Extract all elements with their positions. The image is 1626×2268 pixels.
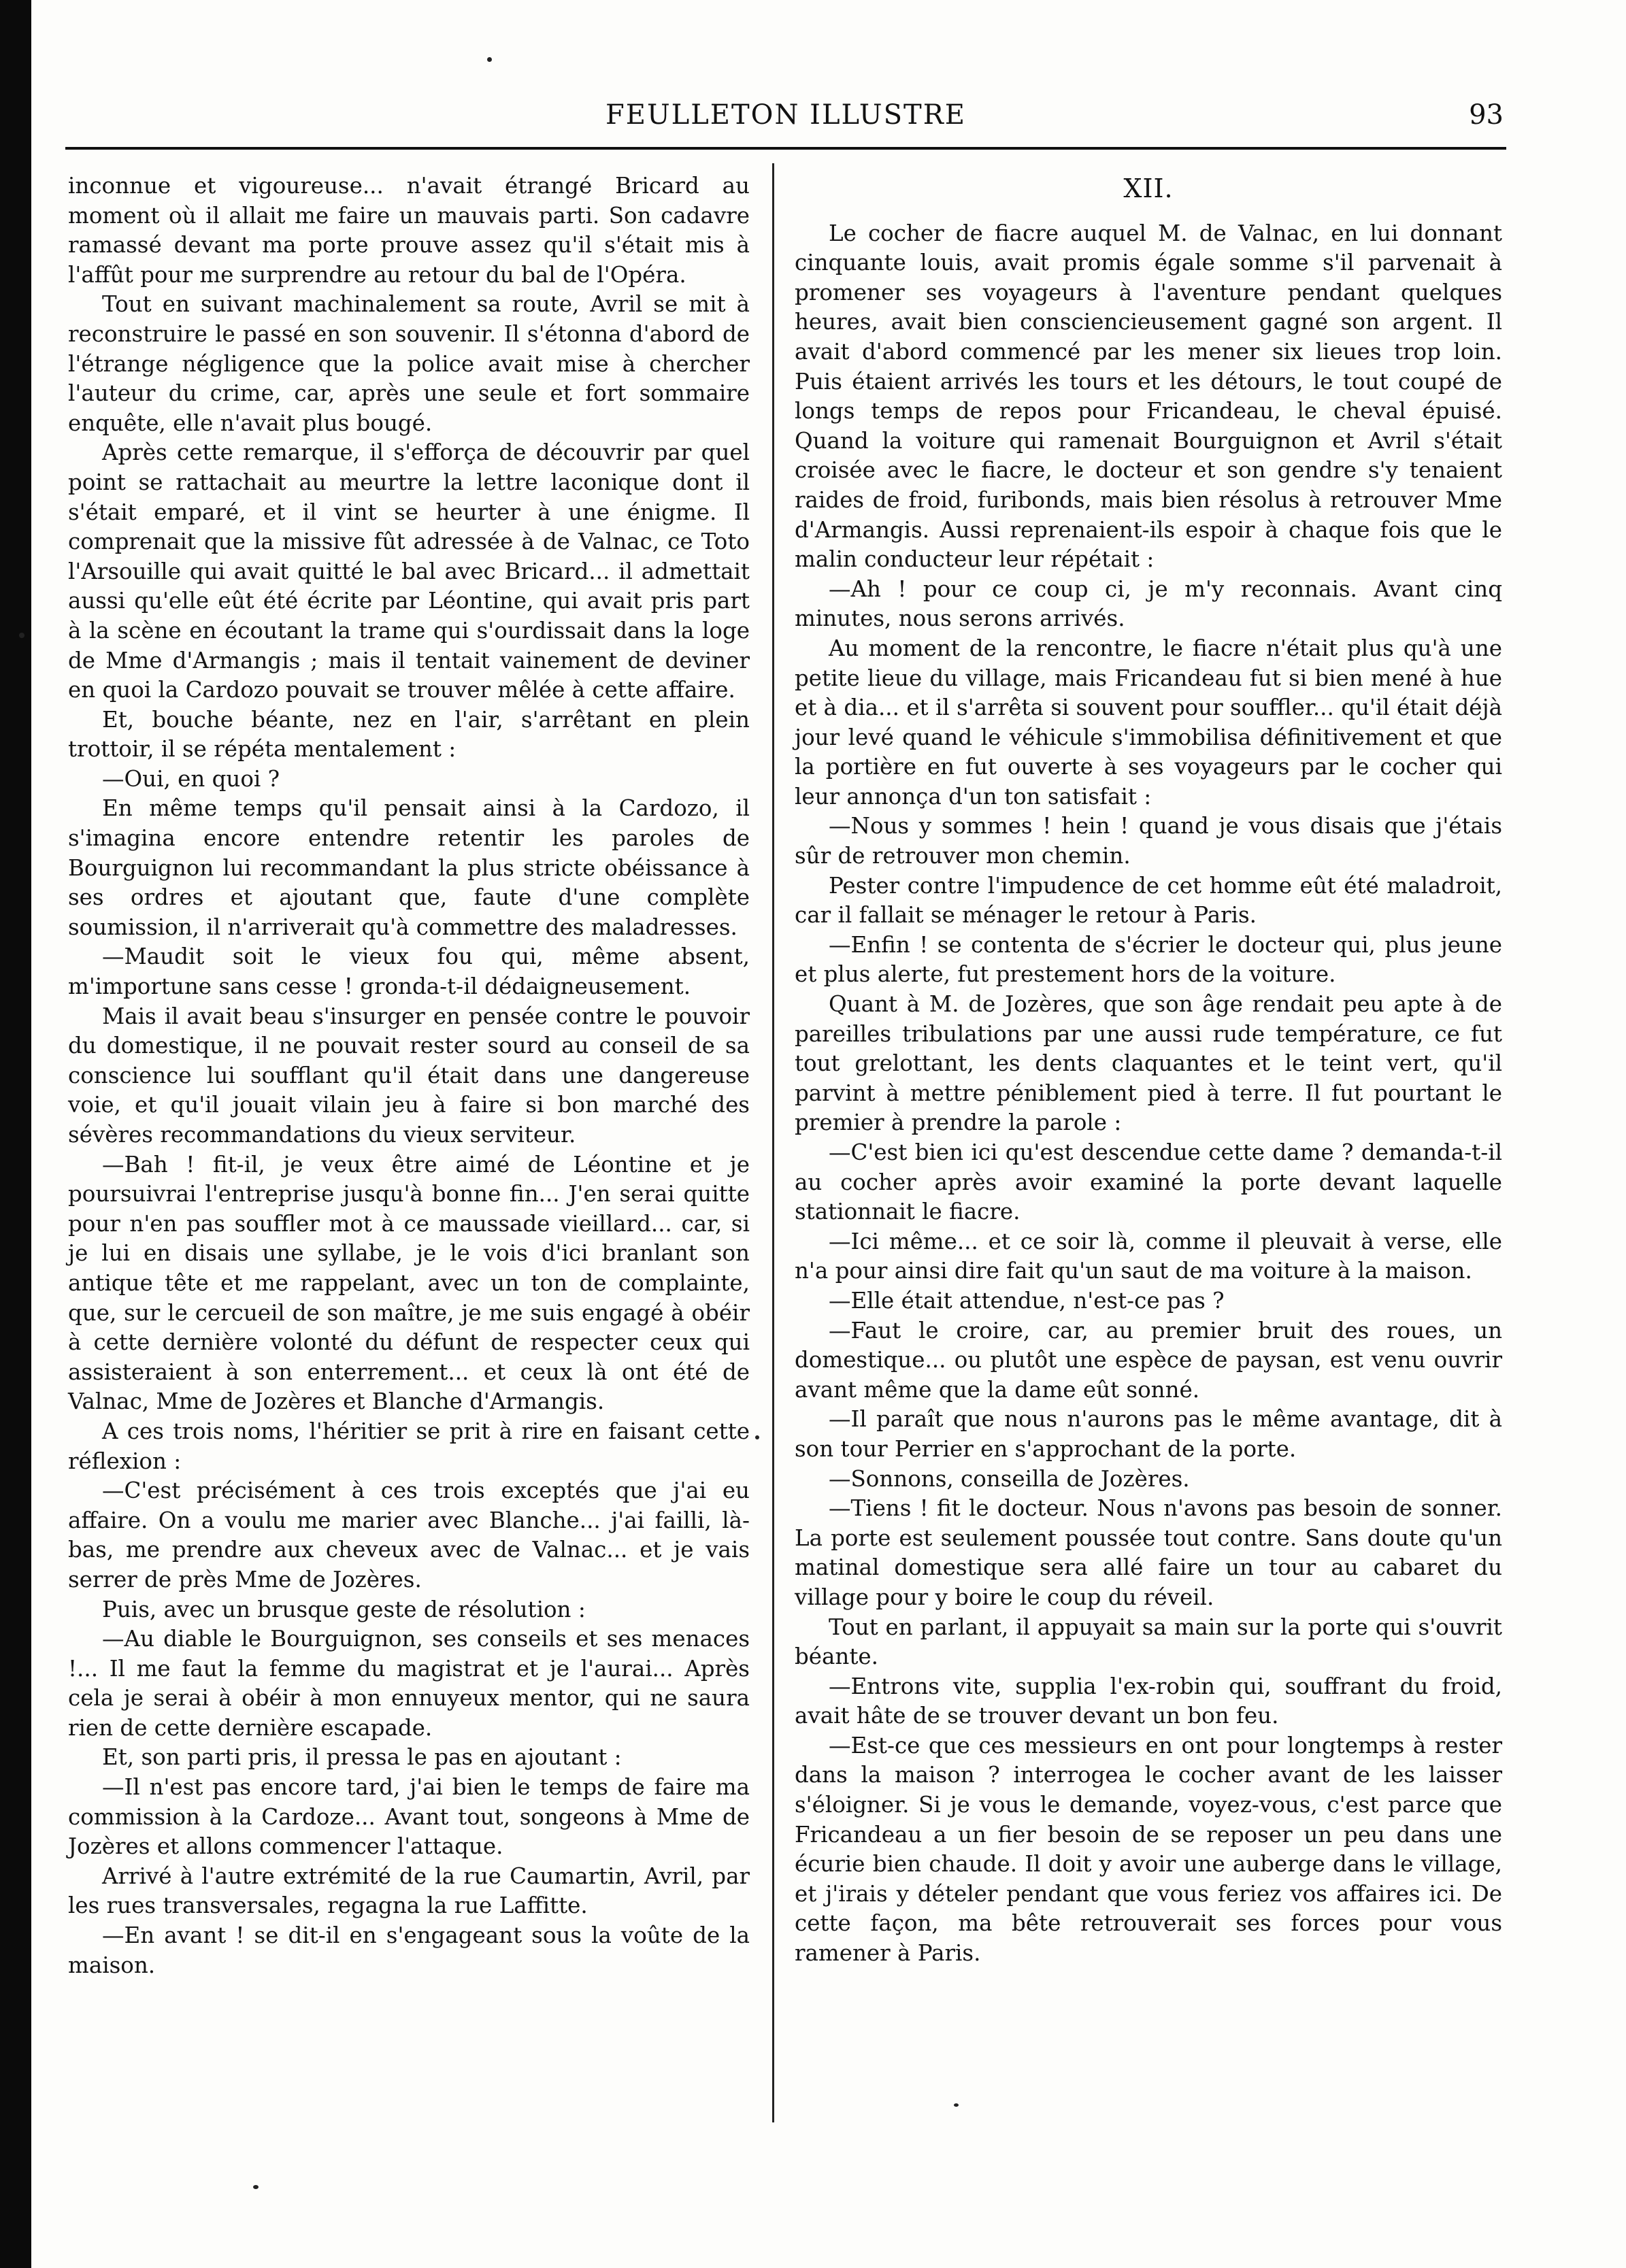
header-rule (65, 147, 1506, 150)
right-column (795, 171, 1502, 1969)
paragraph: —Il n'est pas encore tard, j'ai bien le temps de faire ma commission à la Cardoze... Avant tout, songeons à Mme de Jozères et allons commencer l'attaque. (68, 1774, 750, 1860)
column-divider (772, 163, 774, 2122)
paragraph: —C'est bien ici qu'est descendue cette dame ? demanda-t-il au cocher après avoir examiné la porte devant laquelle stationnait le fiacre. (795, 1139, 1502, 1225)
paragraph: Tout en suivant machinalement sa route, Avril se mit à reconstruire le passé en son souvenir. Il s'étonna d'abord de l'étrange négligence que la police avait mise à chercher l'auteur du crime, car, après une seule et fort sommaire enquête, elle n'avait plus bougé. (68, 291, 750, 436)
paragraph: —Tiens ! fit le docteur. Nous n'avons pas besoin de sonner. La porte est seulement poussée tout contre. Sans doute qu'un matinal domestique sera allé faire un tour au cabaret du village pour y boire le coup du réveil. (795, 1495, 1502, 1610)
paragraph: —Il paraît que nous n'aurons pas le même avantage, dit à son tour Perrier en s'approchant de la porte. (795, 1406, 1502, 1462)
paragraph: Le cocher de fiacre auquel M. de Valnac, en lui donnant cinquante louis, avait promis égale somme s'il parvenait à promener ses voyageurs à l'aventure pendant quelques heures, avait bien consciencieusement gagné son argent. Il avait d'abord commencé par les mener six lieues trop loin. Puis étaient arrivés les tours et les détours, le tout coupé de longs temps de repos pour Fricandeau, le cheval épuisé. Quand la voiture qui ramenait Bourguignon et Avril s'était croisée avec le fiacre, le docteur et son gendre s'y tenaient raides de froid, furibonds, mais bien résolus à retrouver Mme d'Armangis. Aussi reprenaient-ils espoir à chaque fois que le malin conducteur leur répétait : (795, 220, 1502, 573)
paragraph: Puis, avec un brusque geste de résolution : (102, 1596, 586, 1622)
ink-speck (755, 1435, 759, 1439)
paragraph: —Entrons vite, supplia l'ex-robin qui, souffrant du froid, avait hâte de se trouver devant un bon feu. (795, 1673, 1502, 1729)
paragraph: —Ici même... et ce soir là, comme il pleuvait à verse, elle n'a pour ainsi dire fait qu'un saut de ma voiture à la maison. (795, 1228, 1502, 1284)
paragraph: —Bah ! fit-il, je veux être aimé de Léontine et je poursuivrai l'entreprise jusqu'à bonne fin... J'en serai quitte pour n'en pas souffler mot à ce maussade vieillard... car, si je lui en disais une syllabe, je le vois d'ici branlant son antique tête et me rappelant, avec un ton de complainte, que, sur le cercueil de son maître, je me suis engagé à obéir à cette dernière volonté du défunt de respecter ceux qui assisteraient à son enterrement... et ceux là ont été de Valnac, Mme de Jozères et Blanche d'Armangis. (68, 1151, 750, 1415)
paragraph: Et, son parti pris, il pressa le pas en ajoutant : (102, 1744, 622, 1771)
paragraph: —C'est précisément à ces trois exceptés que j'ai eu affaire. On a voulu me marier avec Blanche... j'ai failli, là-bas, me prendre aux cheveux avec de Valnac... et je vais serrer de près Mme de Jozères. (68, 1478, 750, 1592)
paragraph: —Sonnons, conseilla de Jozères. (829, 1465, 1190, 1492)
paragraph: Après cette remarque, il s'efforça de découvrir par quel point se rattachait au meurtre la lettre laconique dont il s'était emparé, et il vint se heurter à une énigme. Il comprenait que la missive fût adressée à de Valnac, ce Toto l'Arsouille qui avait quitté le bal avec Bricard... il admettait aussi qu'elle eût été écrite par Léontine, qui avait pris part à la scène en écoutant la trame qui s'ourdissait dans la loge de Mme d'Armangis ; mais il tentait vainement de deviner en quoi la Cardozo pouvait se trouver mêlée à cette affaire. (68, 439, 750, 703)
binding-edge (0, 0, 31, 2268)
paragraph: —Ah ! pour ce coup ci, je m'y reconnais. Avant cinq minutes, nous serons arrivés. (795, 576, 1502, 632)
paragraph: Quant à M. de Jozères, que son âge rendait peu apte à de pareilles tribulations par une aussi rude température, ce fut tout grelottant, les dents claquantes et le teint vert, qu'il parvint à mettre péniblement pied à terre. Il fut pourtant le premier à prendre la parole : (795, 991, 1502, 1136)
paragraph: Pester contre l'impudence de cet homme eût été maladroit, car il fallait se ménager le retour à Paris. (795, 872, 1502, 929)
paragraph: —Nous y sommes ! hein ! quand je vous disais que j'étais sûr de retrouver mon chemin. (795, 813, 1502, 869)
chapter-heading: XII. (1123, 173, 1174, 203)
ink-speck (253, 2185, 259, 2189)
paragraph: Et, bouche béante, nez en l'air, s'arrêtant en plein trottoir, il se répéta mentalement : (68, 706, 750, 763)
paragraph: —En avant ! se dit-il en s'engageant sous la voûte de la maison. (68, 1922, 750, 1978)
page-number: 93 (1469, 99, 1504, 131)
paragraph: A ces trois noms, l'héritier se prit à rire en faisant cette réflexion : (68, 1418, 750, 1474)
paragraph: —Est-ce que ces messieurs en ont pour longtemps à rester dans la maison ? interrogea le cocher avant de les laisser s'éloigner. Si je vous le demande, voyez-vous, c'est parce que Fricandeau a un fier besoin de se reposer un peu dans une écurie bien chaude. Il doit y avoir une auberge dans le village, et j'irais y dételer pendant que vous feriez vos affaires ici. De cette façon, ma bête retrouverait ses forces pour vous ramener à Paris. (795, 1732, 1502, 1967)
paragraph: —Maudit soit le vieux fou qui, même absent, m'importune sans cesse ! gronda-t-il dédaigneusement. (68, 944, 750, 1000)
paragraph: Tout en parlant, il appuyait sa main sur la porte qui s'ouvrit béante. (795, 1614, 1502, 1670)
ink-speck (954, 2103, 959, 2107)
left-column (68, 171, 750, 1980)
paragraph: Au moment de la rencontre, le fiacre n'était plus qu'à une petite lieue du village, mais Fricandeau fut si bien mené à hue et à dia... et il s'arrêta si souvent pour souffler... qu'il était déjà jour levé quand le véhicule s'immobilisa définitivement et que la portière en fut ouverte à ses voyageurs par le cocher qui leur annonça d'un ton satisfait : (795, 635, 1502, 810)
paragraph: —Elle était attendue, n'est-ce pas ? (829, 1287, 1225, 1314)
paragraph: inconnue et vigoureuse... n'avait étrangé Bricard au moment où il allait me faire un mauvais parti. Son cadavre ramassé devant ma porte prouve assez qu'il s'était mis à l'affût pour me surprendre au retour du bal de l'Opéra. (68, 173, 750, 288)
paragraph: —Oui, en quoi ? (102, 765, 280, 792)
paragraph: En même temps qu'il pensait ainsi à la Cardozo, il s'imagina encore entendre retentir les paroles de Bourguignon lui recommandant la plus stricte obéissance à ses ordres et ajoutant que, faute d'une complète soumission, il n'arriverait qu'à commettre des maladresses. (68, 795, 750, 940)
paragraph: Mais il avait beau s'insurger en pensée contre le pouvoir du domestique, il ne pouvait rester sourd au conseil de sa conscience lui soufflant qu'il était dans une dangereuse voie, et qu'il jouait vilain jeu à faire si bon marché des sévères recommandations du vieux serviteur. (68, 1003, 750, 1148)
paragraph: —Au diable le Bourguignon, ses conseils et ses menaces !... Il me faut la femme du magistrat et je l'aurai... Après cela je serai à obéir à mon ennuyeux mentor, qui ne saura rien de cette dernière escapade. (68, 1626, 750, 1741)
paragraph: —Enfin ! se contenta de s'écrier le docteur qui, plus jeune et plus alerte, fut prestement hors de la voiture. (795, 931, 1502, 988)
ink-speck (487, 57, 492, 62)
running-header (68, 99, 1504, 140)
publication-title: FEULLETON ILLUSTRE (605, 99, 967, 131)
paragraph: —Faut le croire, car, au premier bruit des roues, un domestique... ou plutôt une espèce de paysan, est venu ouvrir avant même que la dame eût sonné. (795, 1317, 1502, 1403)
paragraph: Arrivé à l'autre extrémité de la rue Caumartin, Avril, par les rues transversales, regagna la rue Laffitte. (68, 1863, 750, 1919)
ink-speck (19, 633, 24, 638)
